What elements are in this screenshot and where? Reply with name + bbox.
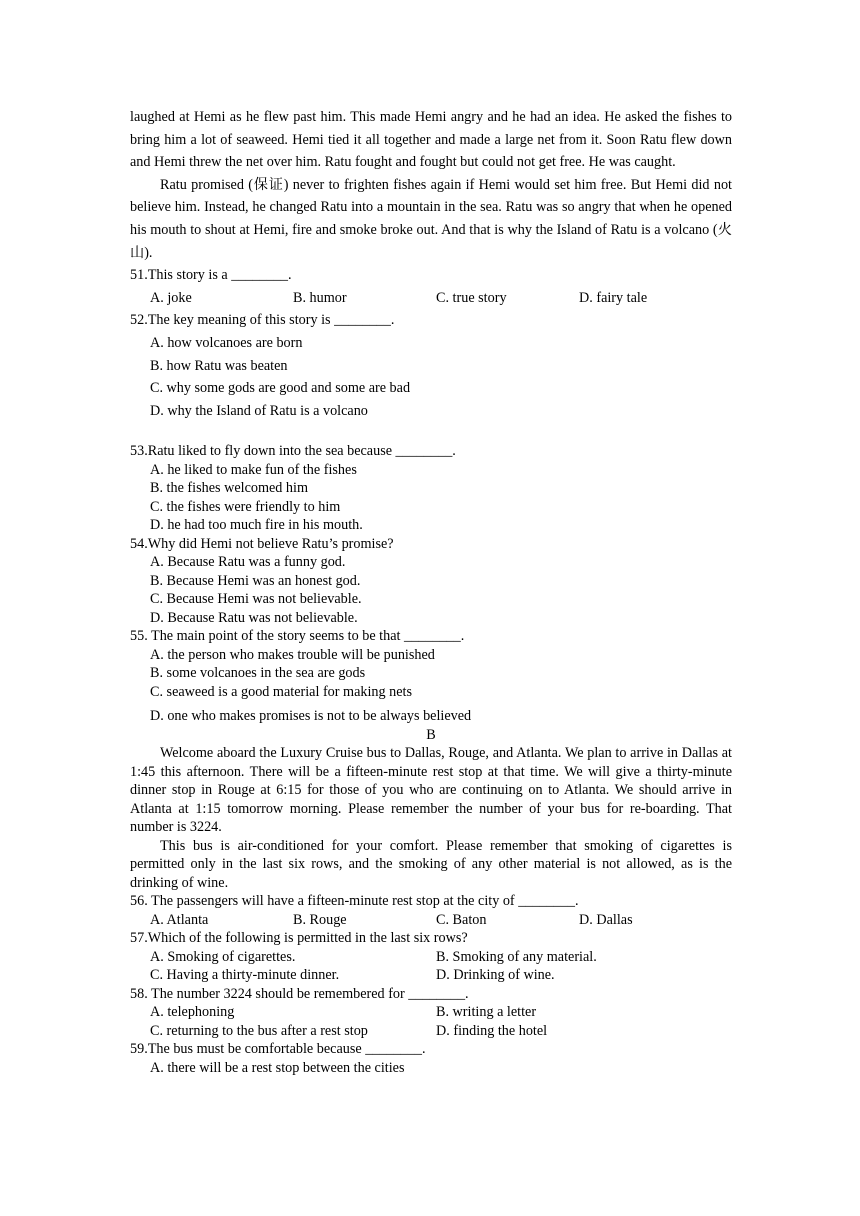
question-56-options bbox=[150, 911, 732, 930]
option-c: C. Baton bbox=[436, 911, 487, 928]
option-a: A. there will be a rest stop between the cities bbox=[150, 1059, 405, 1076]
option-a: A. Because Ratu was a funny god. bbox=[150, 554, 346, 571]
section-b-label: B bbox=[426, 726, 436, 743]
passage-a-paragraph-2: Ratu promised (保证) never to frighten fishes again if Hemi would set him free. But Hemi did not believe him. Instead, he changed Ratu into a mountain in the sea. Ratu was so angry that when he opened his mouth to shout at Hemi, fire and smoke broke out. And that is why the Island of Ratu is a volcano (火山). bbox=[130, 176, 732, 261]
option-a: A. joke bbox=[150, 289, 192, 306]
question-58: 58. The number 3224 should be remembered for ________. bbox=[130, 985, 469, 1002]
question-51: 51.This story is a ________. bbox=[130, 267, 292, 284]
option-d: D. Because Ratu was not believable. bbox=[150, 609, 358, 626]
option-c: C. returning to the bus after a rest stop bbox=[150, 1022, 368, 1039]
option-a: A. telephoning bbox=[150, 1004, 235, 1021]
option-a: A. he liked to make fun of the fishes bbox=[150, 461, 357, 478]
question-51-options bbox=[150, 287, 732, 310]
spacer bbox=[130, 422, 732, 442]
option-d: D. why the Island of Ratu is a volcano bbox=[150, 402, 368, 419]
option-d: D. fairy tale bbox=[579, 289, 648, 306]
question-58-options-row-2 bbox=[150, 1022, 732, 1041]
option-b: B. Because Hemi was an honest god. bbox=[150, 572, 361, 589]
option-c: C. why some gods are good and some are bad bbox=[150, 380, 411, 397]
option-b: B. how Ratu was beaten bbox=[150, 357, 288, 374]
passage-b-paragraph-1: Welcome aboard the Luxury Cruise bus to Dallas, Rouge, and Atlanta. We plan to arrive in Dallas at 1:45 this afternoon. There will be a fifteen-minute rest stop at that time. We will give a thirty-minute dinner stop in Rouge at 6:15 for those of you who are continuing on to Atlanta. We should arrive in Atlanta at 1:15 tomorrow morning. Please remember the number of your bus for re-boarding. That number is 3224. bbox=[130, 745, 732, 836]
option-c: C. true story bbox=[436, 289, 507, 306]
option-a: A. how volcanoes are born bbox=[150, 334, 303, 351]
option-d: D. Dallas bbox=[579, 911, 633, 928]
question-55: 55. The main point of the story seems to be that ________. bbox=[130, 628, 465, 645]
question-52: 52.The key meaning of this story is ________. bbox=[130, 312, 395, 329]
option-d: D. one who makes promises is not to be always believed bbox=[150, 708, 472, 725]
option-c: C. seaweed is a good material for making nets bbox=[150, 683, 412, 700]
option-a: A. the person who makes trouble will be punished bbox=[150, 646, 435, 663]
option-c: C. Having a thirty-minute dinner. bbox=[150, 967, 340, 984]
question-58-options-row-1 bbox=[150, 1003, 732, 1022]
question-57: 57.Which of the following is permitted in the last six rows? bbox=[130, 930, 468, 947]
questions-53-55 bbox=[130, 442, 732, 1077]
question-56: 56. The passengers will have a fifteen-minute rest stop at the city of ________. bbox=[130, 893, 579, 910]
option-b: B. Smoking of any material. bbox=[436, 948, 597, 965]
option-b: B. Rouge bbox=[293, 911, 347, 928]
option-a: A. Atlanta bbox=[150, 911, 209, 928]
option-b: B. some volcanoes in the sea are gods bbox=[150, 665, 366, 682]
passage-b-paragraph-2: This bus is air-conditioned for your comfort. Please remember that smoking of cigarettes is permitted only in the last six rows, and the smoking of any other material is not allowed, as is the drinking of wine. bbox=[130, 837, 732, 891]
option-b: B. the fishes welcomed him bbox=[150, 480, 309, 497]
exam-page bbox=[130, 106, 732, 1077]
option-d: D. he had too much fire in his mouth. bbox=[150, 517, 363, 534]
option-b: B. humor bbox=[293, 289, 347, 306]
question-53: 53.Ratu liked to fly down into the sea because ________. bbox=[130, 443, 456, 460]
passage-a-paragraph-1: laughed at Hemi as he flew past him. This made Hemi angry and he had an idea. He asked the fishes to bring him a lot of seaweed. Hemi tied it all together and made a large net from it. Soon Ratu flew down and Hemi threw the net over him. Ratu fought and fought but could not get free. He was caught. bbox=[130, 109, 732, 171]
option-d: D. Drinking of wine. bbox=[436, 967, 555, 984]
option-c: C. Because Hemi was not believable. bbox=[150, 591, 362, 608]
question-57-options-row-2 bbox=[150, 966, 732, 985]
question-57-options-row-1 bbox=[150, 948, 732, 967]
option-c: C. the fishes were friendly to him bbox=[150, 498, 341, 515]
option-d: D. finding the hotel bbox=[436, 1022, 548, 1039]
question-54: 54.Why did Hemi not believe Ratu’s promise? bbox=[130, 535, 394, 552]
option-b: B. writing a letter bbox=[436, 1004, 537, 1021]
question-59: 59.The bus must be comfortable because ________. bbox=[130, 1041, 426, 1058]
option-a: A. Smoking of cigarettes. bbox=[150, 948, 296, 965]
